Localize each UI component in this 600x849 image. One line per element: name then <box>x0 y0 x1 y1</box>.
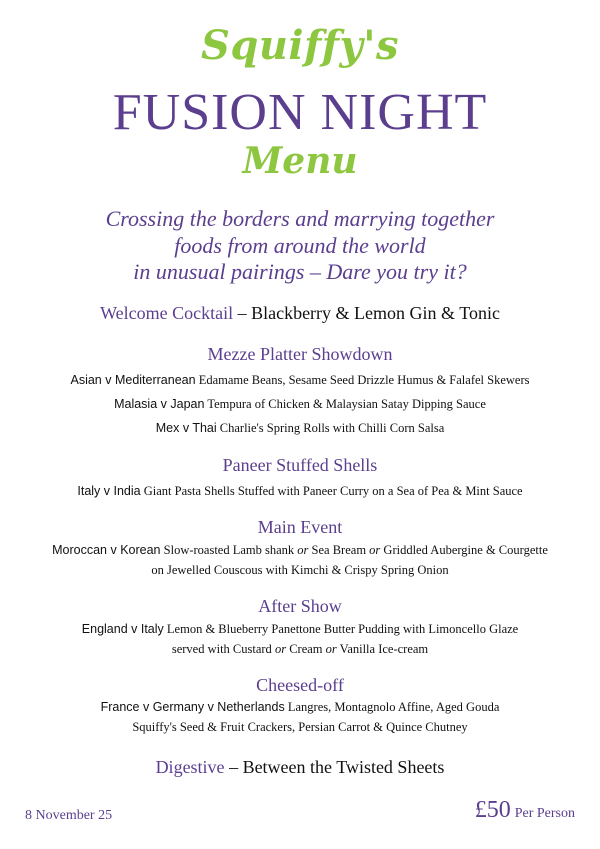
item-pairing: Asian v Mediterranean <box>70 373 196 387</box>
main-option-3: Griddled Aubergine & Courgette <box>383 543 548 557</box>
or-word: or <box>369 543 381 557</box>
after-serve-cream: Cream <box>289 642 323 656</box>
welcome-cocktail <box>0 303 600 324</box>
item-dish: Lemon & Blueberry Panettone Butter Pudding with Limoncello Glaze <box>166 622 519 636</box>
page-title: FUSION NIGHT <box>112 84 488 141</box>
item-pairing: England v Italy <box>81 622 164 636</box>
or-word: or <box>325 642 337 656</box>
welcome-label: Welcome Cocktail <box>100 303 234 323</box>
tagline-line-3: in unusual pairings – Dare you try it? <box>133 259 467 284</box>
item-pairing: Italy v India <box>77 484 141 498</box>
brand-name: Squiffy's <box>200 22 400 69</box>
menu-item-after <box>0 622 600 637</box>
digestive-drink: Between the Twisted Sheets <box>242 757 445 777</box>
menu-item-main <box>0 543 600 558</box>
after-serve-icecream: Vanilla Ice-cream <box>339 642 429 656</box>
section-heading-main: Main Event <box>257 517 343 537</box>
menu-subtitle: Menu <box>242 140 358 182</box>
item-pairing: France v Germany v Netherlands <box>100 700 285 714</box>
item-pairing: Moroccan v Korean <box>52 543 161 557</box>
main-option-1: Slow-roasted Lamb shank <box>163 543 295 557</box>
section-heading-mezze: Mezze Platter Showdown <box>207 344 393 364</box>
tagline-line-1: Crossing the borders and marrying together <box>105 206 495 231</box>
menu-item-mezze-1 <box>0 373 600 388</box>
section-heading-paneer: Paneer Stuffed Shells <box>222 455 378 475</box>
item-dish: Langres, Montagnolo Affine, Aged Gouda <box>287 700 500 714</box>
menu-item-paneer <box>0 484 600 499</box>
item-dish: Tempura of Chicken & Malaysian Satay Dipping Sauce <box>207 397 486 411</box>
digestive <box>0 757 600 778</box>
welcome-drink: Blackberry & Lemon Gin & Tonic <box>251 303 500 323</box>
menu-item-main-line-2: on Jewelled Couscous with Kimchi & Crispy Spring Onion <box>151 563 449 577</box>
menu-item-cheese <box>0 700 600 715</box>
menu-item-mezze-2 <box>0 397 600 412</box>
item-pairing: Mex v Thai <box>155 421 217 435</box>
section-heading-after: After Show <box>258 596 342 616</box>
after-serve-custard: served with Custard <box>171 642 272 656</box>
menu-item-after-line-2 <box>0 642 600 657</box>
event-date: 8 November 25 <box>25 808 113 823</box>
or-word: or <box>274 642 287 656</box>
menu-item-cheese-line-2: Squiffy's Seed & Fruit Crackers, Persian Carrot & Quince Chutney <box>132 720 468 734</box>
menu-item-mezze-3 <box>0 421 600 436</box>
item-dish: Giant Pasta Shells Stuffed with Paneer Curry on a Sea of Pea & Mint Sauce <box>143 484 523 498</box>
digestive-label: Digestive <box>155 757 225 777</box>
tagline-line-2: foods from around the world <box>174 233 426 258</box>
digestive-separator: – <box>224 757 243 777</box>
main-option-2: Sea Bream <box>311 543 367 557</box>
welcome-separator: – <box>233 303 252 323</box>
price-amount: £50 <box>474 797 511 823</box>
item-dish: Charlie's Spring Rolls with Chilli Corn Salsa <box>219 421 445 435</box>
item-pairing: Malasia v Japan <box>114 397 205 411</box>
price-unit: Per Person <box>514 806 575 821</box>
section-heading-cheese: Cheesed-off <box>256 675 344 695</box>
item-dish: Edamame Beans, Sesame Seed Drizzle Humus & Falafel Skewers <box>198 373 530 387</box>
price-tag <box>475 797 575 824</box>
or-word: or <box>297 543 309 557</box>
